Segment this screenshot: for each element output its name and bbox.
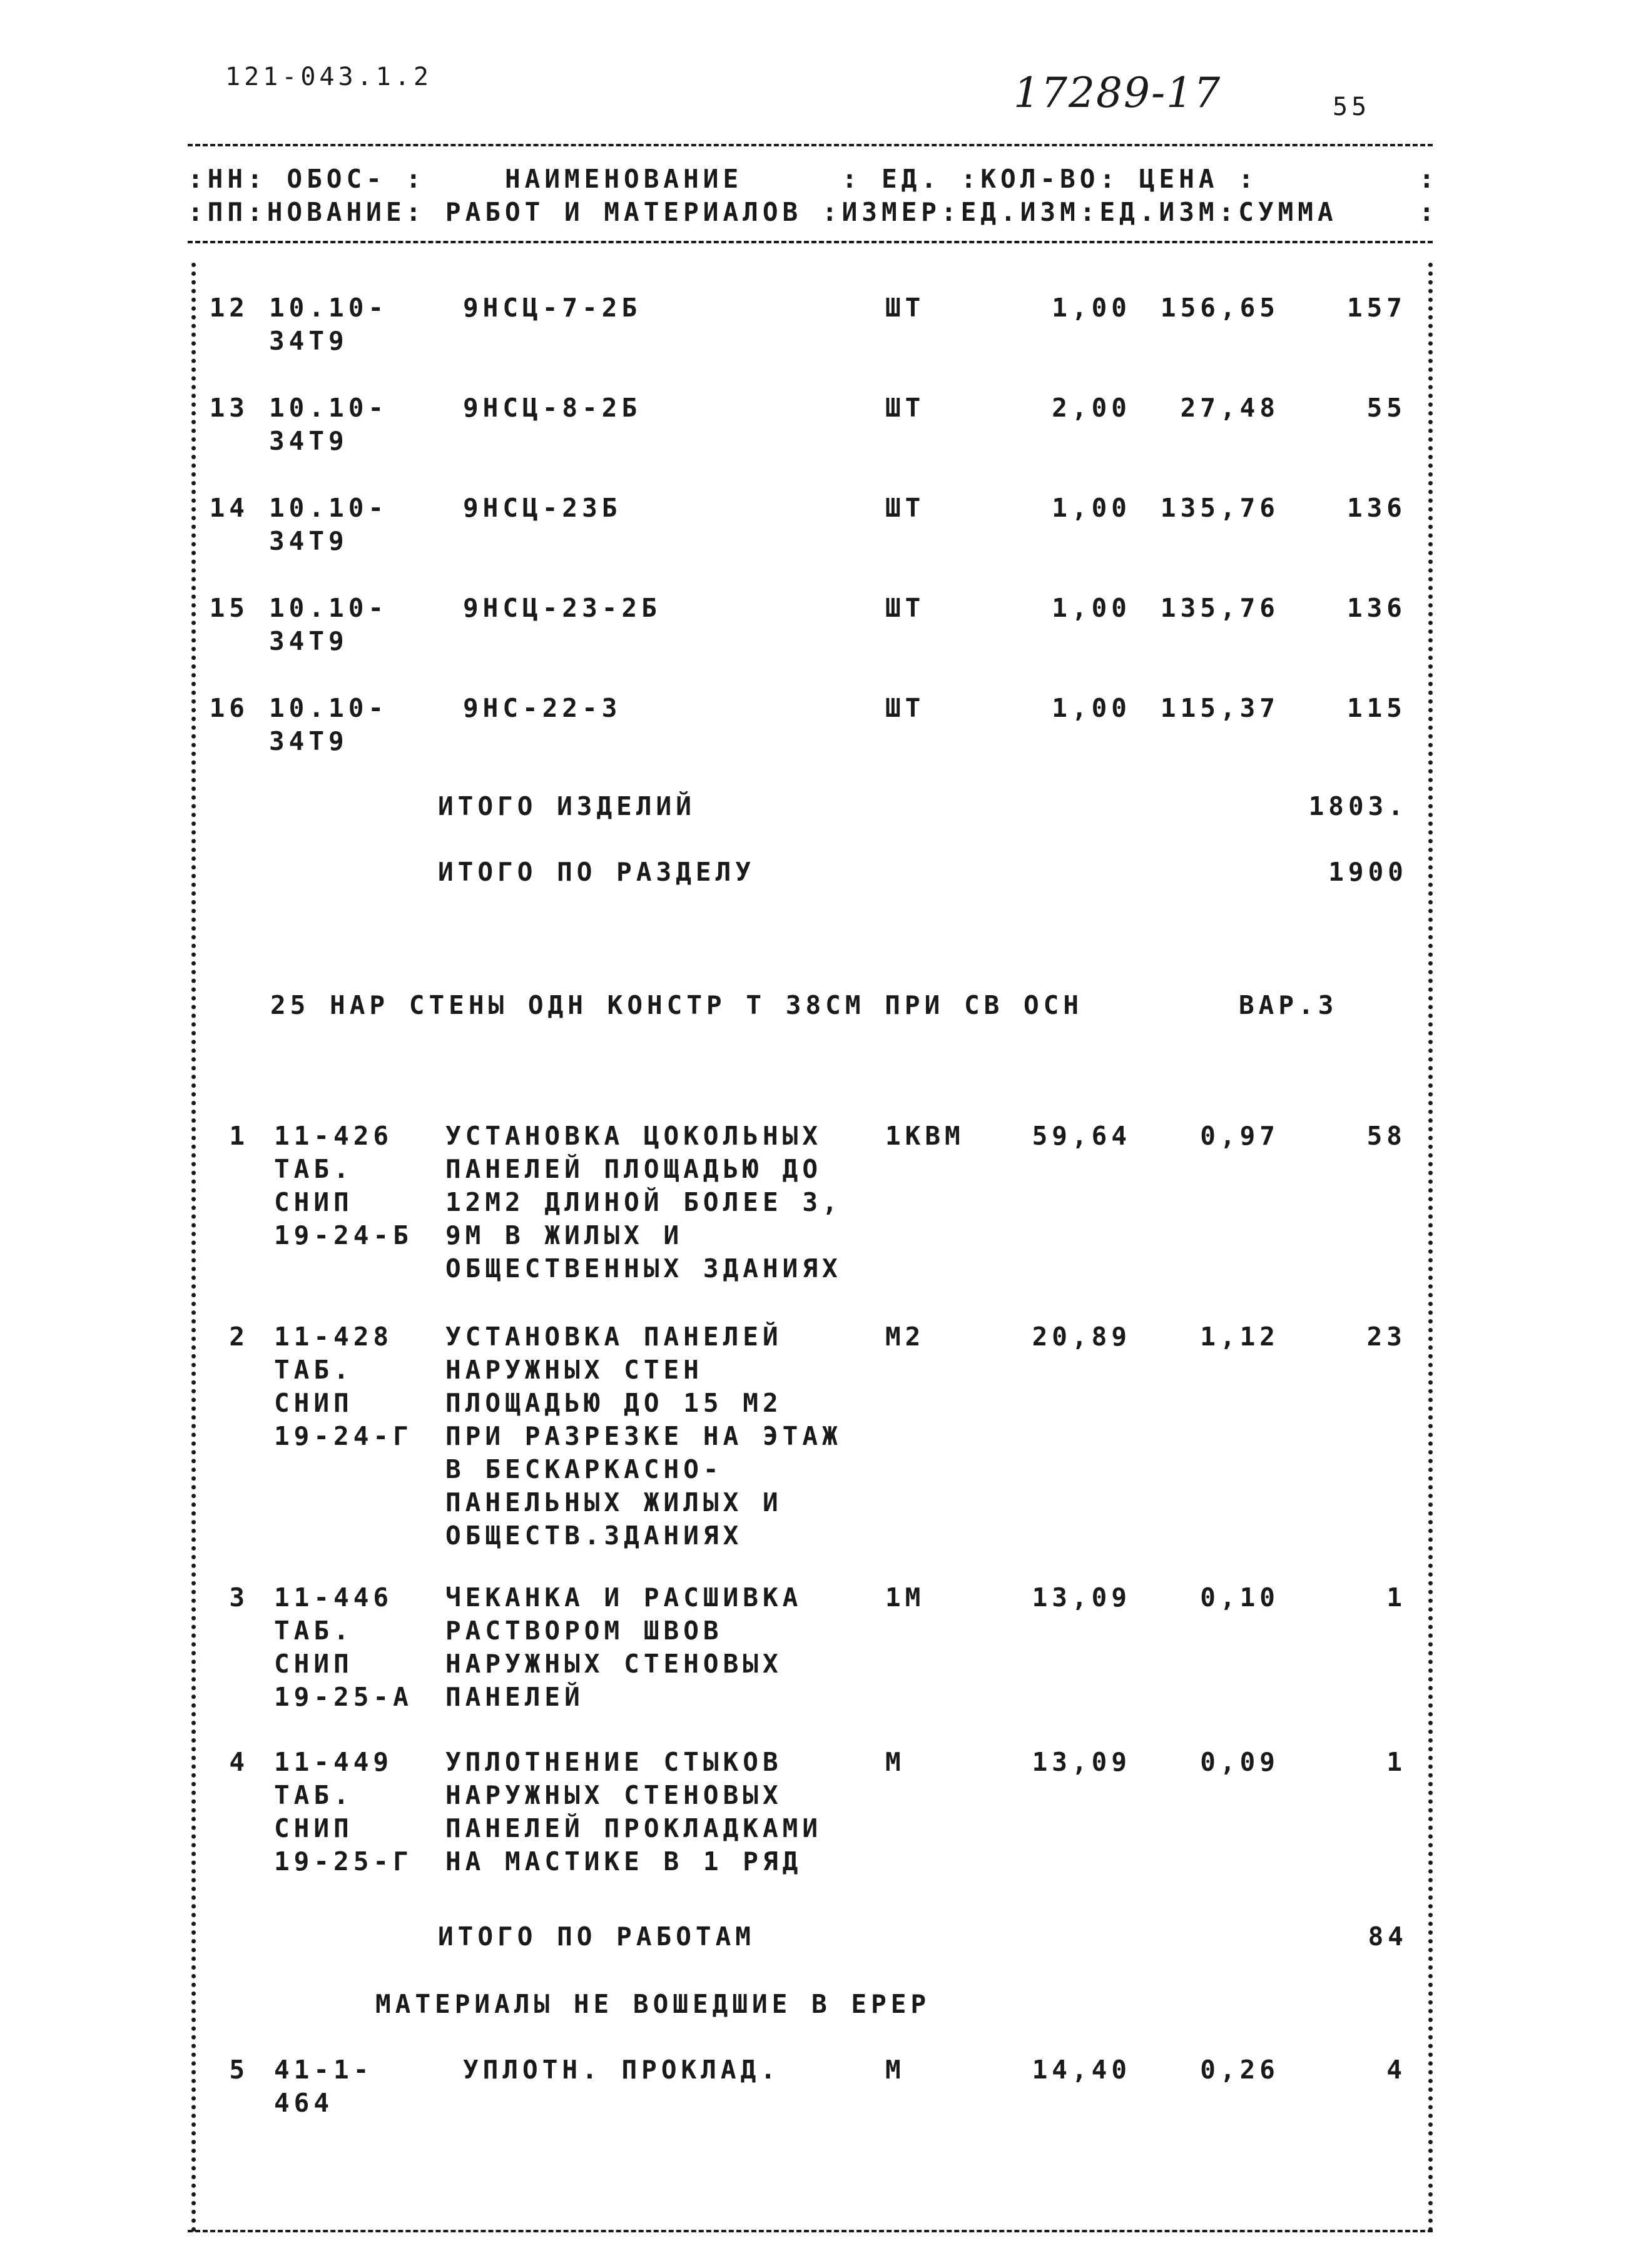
page-number: 55 <box>1333 93 1371 121</box>
row-code: СНИП <box>274 1813 353 1843</box>
column-header-line-2: :ПП:НОВАНИЕ: РАБОТ И МАТЕРИАЛОВ :ИЗМЕР:ЕД.ИЗМ:ЕД.ИЗМ:СУММА <box>188 197 1338 227</box>
row-quantity: 1,00 <box>1052 293 1131 323</box>
row-unit: М <box>885 1747 905 1777</box>
row-code: 19-24-Г <box>274 1421 413 1451</box>
row-code: 11-428 <box>274 1322 394 1352</box>
document-code: 121-043.1.2 <box>225 63 432 91</box>
row-name: 9НСЦ-7-2Б <box>463 293 642 323</box>
row-price: 1,12 <box>1200 1322 1279 1352</box>
total-products-label: ИТОГО ИЗДЕЛИЙ <box>438 791 696 821</box>
row-unit: 1М <box>885 1582 925 1612</box>
row-name: ПАНЕЛЕЙ <box>445 1682 584 1712</box>
section-variant: ВАР.3 <box>1239 990 1338 1020</box>
row-number: 16 <box>209 693 249 723</box>
row-name: УПЛОТН. ПРОКЛАД. <box>463 2055 780 2085</box>
row-number: 2 <box>229 1322 249 1352</box>
row-number: 3 <box>229 1582 249 1612</box>
row-price: 27,48 <box>1180 393 1279 423</box>
table-bottom-border <box>188 2230 1433 2232</box>
row-name: УПЛОТНЕНИЕ СТЫКОВ <box>445 1747 783 1777</box>
row-code: ТАБ. <box>274 1355 353 1385</box>
row-code: 19-24-Б <box>274 1220 413 1250</box>
row-price: 0,26 <box>1200 2055 1279 2085</box>
row-price: 0,10 <box>1200 1582 1279 1612</box>
row-quantity: 20,89 <box>1032 1322 1131 1352</box>
row-name: 9НСЦ-23-2Б <box>463 593 661 623</box>
table-left-border <box>191 263 196 2233</box>
row-name: ПЛОЩАДЬЮ ДО 15 М2 <box>445 1388 783 1418</box>
row-code: 10.10- <box>269 693 389 723</box>
row-unit: ШТ <box>885 593 925 623</box>
row-name: НАРУЖНЫХ СТЕНОВЫХ <box>445 1780 783 1810</box>
row-name: УСТАНОВКА ПАНЕЛЕЙ <box>445 1322 783 1352</box>
row-code: 34Т9 <box>269 726 348 756</box>
row-price: 135,76 <box>1160 493 1279 523</box>
row-price: 115,37 <box>1160 693 1279 723</box>
row-sum: 115 <box>1346 693 1406 723</box>
row-number: 15 <box>209 593 249 623</box>
row-name: ОБЩЕСТВ.ЗДАНИЯХ <box>445 1521 743 1551</box>
row-number: 12 <box>209 293 249 323</box>
row-name: 12М2 ДЛИНОЙ БОЛЕЕ 3, <box>445 1187 842 1217</box>
row-code: 11-449 <box>274 1747 394 1777</box>
row-name: 9М В ЖИЛЫХ И <box>445 1220 684 1250</box>
row-code: СНИП <box>274 1388 353 1418</box>
row-name: ПРИ РАЗРЕЗКЕ НА ЭТАЖ <box>445 1421 842 1451</box>
total-products-value: 1803. <box>1308 791 1408 821</box>
row-name: НАРУЖНЫХ СТЕН <box>445 1355 703 1385</box>
row-price: 156,65 <box>1160 293 1279 323</box>
row-unit: ШТ <box>885 393 925 423</box>
row-quantity: 59,64 <box>1032 1121 1131 1151</box>
row-code: 10.10- <box>269 393 389 423</box>
row-unit: 1КВМ <box>885 1121 965 1151</box>
row-name: В БЕСКАРКАСНО- <box>445 1454 723 1484</box>
total-works-label: ИТОГО ПО РАБОТАМ <box>438 1921 755 1952</box>
row-code: 19-25-А <box>274 1682 413 1712</box>
row-number: 4 <box>229 1747 249 1777</box>
row-unit: М2 <box>885 1322 925 1352</box>
row-name: ПАНЕЛЕЙ ПЛОЩАДЬЮ ДО <box>445 1154 822 1184</box>
materials-heading: МАТЕРИАЛЫ НЕ ВОШЕДШИЕ В ЕРЕР <box>375 1989 931 2019</box>
handwritten-number: 17289-17 <box>1014 69 1222 117</box>
row-name: РАСТВОРОМ ШВОВ <box>445 1616 723 1646</box>
row-sum: 4 <box>1386 2055 1406 2085</box>
row-quantity: 1,00 <box>1052 593 1131 623</box>
row-unit: ШТ <box>885 693 925 723</box>
row-price: 135,76 <box>1160 593 1279 623</box>
row-quantity: 13,09 <box>1032 1582 1131 1612</box>
row-quantity: 1,00 <box>1052 693 1131 723</box>
row-code: 34Т9 <box>269 626 348 656</box>
row-quantity: 13,09 <box>1032 1747 1131 1777</box>
row-number: 14 <box>209 493 249 523</box>
row-name: ОБЩЕСТВЕННЫХ ЗДАНИЯХ <box>445 1253 842 1283</box>
row-code: ТАБ. <box>274 1780 353 1810</box>
total-section-label: ИТОГО ПО РАЗДЕЛУ <box>438 857 755 887</box>
row-sum: 157 <box>1346 293 1406 323</box>
section-title: 25 НАР СТЕНЫ ОДН КОНСТР Т 38СМ ПРИ СВ ОСН <box>270 990 1084 1020</box>
row-name: 9НС-22-3 <box>463 693 622 723</box>
column-header-line-1: :НН: ОБОС- : НАИМЕНОВАНИЕ : ЕД. :КОЛ-ВО: ЦЕНА : <box>188 164 1258 194</box>
total-works-value: 84 <box>1368 1921 1408 1952</box>
row-price: 0,97 <box>1200 1121 1279 1151</box>
row-code: 41-1- <box>274 2055 373 2085</box>
row-code: 464 <box>274 2088 334 2118</box>
row-code: 19-25-Г <box>274 1846 413 1876</box>
row-code: 10.10- <box>269 293 389 323</box>
header-bottom-border <box>188 241 1433 243</box>
row-code: СНИП <box>274 1187 353 1217</box>
row-name: ЧЕКАНКА И РАСШИВКА <box>445 1582 803 1612</box>
row-code: 10.10- <box>269 493 389 523</box>
row-name: НАРУЖНЫХ СТЕНОВЫХ <box>445 1649 783 1679</box>
header-right-colon-1: : <box>1419 164 1439 194</box>
row-sum: 58 <box>1366 1121 1406 1151</box>
row-sum: 136 <box>1346 493 1406 523</box>
row-quantity: 1,00 <box>1052 493 1131 523</box>
row-unit: ШТ <box>885 493 925 523</box>
total-section-value: 1900 <box>1328 857 1408 887</box>
row-code: ТАБ. <box>274 1154 353 1184</box>
row-code: 10.10- <box>269 593 389 623</box>
row-code: СНИП <box>274 1649 353 1679</box>
row-sum: 23 <box>1366 1322 1406 1352</box>
row-sum: 1 <box>1386 1747 1406 1777</box>
row-name: НА МАСТИКЕ В 1 РЯД <box>445 1846 803 1876</box>
row-name: ПАНЕЛЕЙ ПРОКЛАДКАМИ <box>445 1813 822 1843</box>
row-price: 0,09 <box>1200 1747 1279 1777</box>
row-name: УСТАНОВКА ЦОКОЛЬНЫХ <box>445 1121 822 1151</box>
row-sum: 55 <box>1366 393 1406 423</box>
row-code: 11-426 <box>274 1121 394 1151</box>
header-right-colon-2: : <box>1419 197 1439 227</box>
row-code: 34Т9 <box>269 426 348 456</box>
row-number: 13 <box>209 393 249 423</box>
row-name: 9НСЦ-8-2Б <box>463 393 642 423</box>
row-unit: ШТ <box>885 293 925 323</box>
row-code: 34Т9 <box>269 526 348 556</box>
row-code: 34Т9 <box>269 326 348 356</box>
row-quantity: 2,00 <box>1052 393 1131 423</box>
row-unit: М <box>885 2055 905 2085</box>
table-top-border <box>188 144 1433 146</box>
row-number: 1 <box>229 1121 249 1151</box>
row-code: 11-446 <box>274 1582 394 1612</box>
row-name: ПАНЕЛЬНЫХ ЖИЛЫХ И <box>445 1487 783 1517</box>
row-name: 9НСЦ-23Б <box>463 493 622 523</box>
row-code: ТАБ. <box>274 1616 353 1646</box>
row-sum: 1 <box>1386 1582 1406 1612</box>
row-number: 5 <box>229 2055 249 2085</box>
row-sum: 136 <box>1346 593 1406 623</box>
row-quantity: 14,40 <box>1032 2055 1131 2085</box>
table-right-border <box>1428 263 1433 2233</box>
